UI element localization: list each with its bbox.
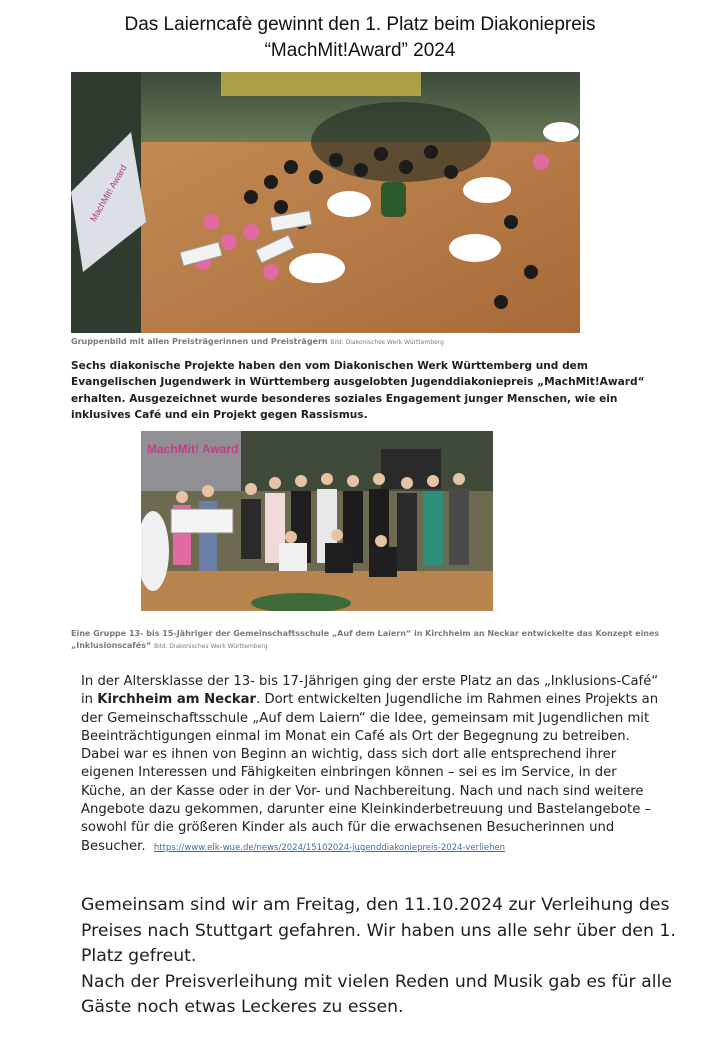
closing-paragraphs xyxy=(81,893,681,1021)
lead-paragraph: Sechs diakonische Projekte haben den vom Diakonischen Werk Württemberg und dem Evangelischen Jugendwerk in Württemberg ausgelobten Jugenddiakoniepreis „MachMit!Award“ erhalten. Ausgezeichnet wurde besonderes soziales Engagement junger Menschen, wie ein inklusives Café und ein Projekt gegen Rassismus. xyxy=(71,360,645,421)
body-part-1: In der Altersklasse der 13- bis 17-Jährigen ging der erste Platz an das „Inklusions-Café“ in xyxy=(81,674,659,708)
closing-paragraph-2: Nach der Preisverleihung mit vielen Reden und Musik gab es für alle Gäste noch etwas Leckeres zu essen. xyxy=(81,971,672,1018)
title-line-2: “MachMit!Award” 2024 xyxy=(264,40,456,61)
photo2-caption xyxy=(71,628,671,653)
body-paragraph xyxy=(81,673,659,857)
photo1-caption-text: Gruppenbild mit allen Preisträgerinnen und Preisträgern xyxy=(71,337,328,346)
body-bold-location: Kirchheim am Neckar xyxy=(97,692,257,708)
body-part-2: . Dort entwickelten Jugendliche im Rahmen eines Projekts an der Gemeinschaftsschule „Auf dem Laiern“ die Idee, gemeinsam mit Jugendlichen mit Beeinträchtigungen einmal im Monat ein Café als Ort der Begegnung zu betreiben. Dabei war es ihnen von Beginn an wichtig, dass sich dort alle entsprechend ihrer eigenen Interessen und Fähigkeiten einbringen können – sei es im Service, in der Küche, an der Kasse oder in der Vor- und Nachbereitung. Nach und nach sind weitere Angebote dazu gekommen, darunter eine Kleinkinderbetreuung und Bastelangebote – sowohl für die größeren Kinder als auch für die erwachsenen Besucherinnen und Besucher. xyxy=(81,692,659,854)
photo2-credit: Bild: Diakonisches Werk Württemberg xyxy=(154,643,268,650)
photo2-caption-text: Eine Gruppe 13- bis 15-Jähriger der Gemeinschaftsschule „Auf dem Laiern“ in Kirchheim an Neckar entwickelte das Konzept eines „Inklusionscafés“ xyxy=(71,629,660,650)
article-title xyxy=(40,12,680,64)
photo1-credit: Bild: Diakonisches Werk Württemberg xyxy=(330,339,444,346)
school-group-illustration xyxy=(141,431,493,611)
photo1-caption xyxy=(71,336,591,349)
school-group-photo xyxy=(141,431,493,611)
group-photo-award-winners xyxy=(71,72,580,333)
title-line-1: Das Laierncafè gewinnt den 1. Platz beim Diakoniepreis xyxy=(124,14,596,35)
banner-text-2: MachMit! Award xyxy=(147,442,239,456)
source-link[interactable]: https://www.elk-wue.de/news/2024/15102024-jugenddiakoniepreis-2024-verliehen xyxy=(153,842,506,853)
group-photo-illustration xyxy=(71,72,580,333)
closing-paragraph-1: Gemeinsam sind wir am Freitag, den 11.10.2024 zur Verleihung des Preises nach Stuttgart gefahren. Wir haben uns alle sehr über den 1. Platz gefreut. xyxy=(81,895,676,967)
banner-text: MachMit! Award xyxy=(88,163,129,224)
